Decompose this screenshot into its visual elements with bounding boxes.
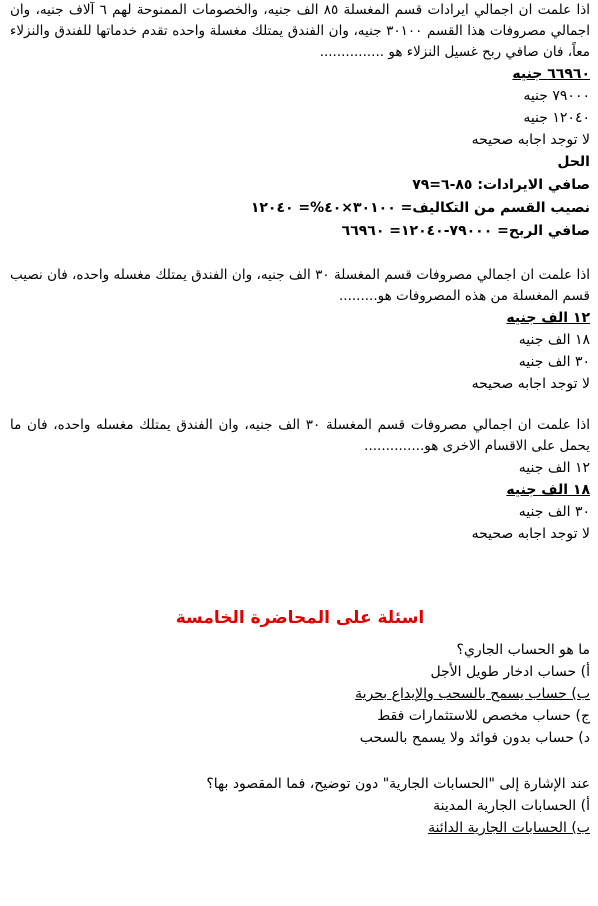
question-1-option-3: ١٢٠٤٠ جنيه bbox=[523, 110, 590, 126]
section-heading: اسئلة على المحاضرة الخامسة bbox=[175, 608, 425, 628]
question-3-option-4: لا توجد اجابه صحيحه bbox=[471, 526, 590, 542]
question-1-option-1-correct: ٦٦٩٦٠ جنيه bbox=[512, 66, 590, 82]
question-3-options bbox=[10, 457, 590, 545]
solution-line-1: صافي الايرادات: ٨٥-٦=٧٩ bbox=[412, 177, 590, 193]
solution-label: الحل bbox=[557, 154, 590, 170]
question-5-option-b-correct: ب) الحسابات الجارية الدائنة bbox=[428, 820, 590, 836]
question-1-text: اذا علمت ان اجمالي ايرادات قسم المغسلة ٨٥ الف جنيه، والخصومات الممنوحة لهم ٦ آلاف جنيه، وان اجمالي مصروفات هذا القسم ٣٠١٠٠ جنيه، وان الفندق يمتلك مغسلة واحده تقدم خدماتها للفندق والنزلاء معاً، فان صافي ربح غسيل النزلاء هو ............... bbox=[10, 2, 590, 60]
question-4-option-a: أ) حساب ادخار طويل الأجل bbox=[430, 664, 590, 680]
question-2-options bbox=[10, 307, 590, 395]
question-5-text: عند الإشارة إلى "الحسابات الجارية" دون توضيح، فما المقصود بها؟ bbox=[206, 776, 590, 792]
question-4-text: ما هو الحساب الجاري؟ bbox=[456, 642, 590, 658]
question-2-option-2: ١٨ الف جنيه bbox=[518, 332, 590, 348]
question-1-option-2: ٧٩٠٠٠ جنيه bbox=[523, 88, 590, 104]
question-1-options bbox=[10, 63, 590, 151]
question-3-option-2-correct: ١٨ الف جنيه bbox=[506, 482, 590, 498]
question-2-option-1-correct: ١٢ الف جنيه bbox=[506, 310, 590, 326]
solution-line-2: نصيب القسم من التكاليف= ٣٠١٠٠×٤٠%= ١٢٠٤٠ bbox=[250, 200, 590, 216]
question-3-option-1: ١٢ الف جنيه bbox=[518, 460, 590, 476]
question-4-option-d: د) حساب بدون فوائد ولا يسمح بالسحب bbox=[359, 730, 590, 746]
question-4-options bbox=[10, 661, 590, 749]
question-3-option-3: ٣٠ الف جنيه bbox=[518, 504, 590, 520]
question-5-option-a: أ) الحسابات الجارية المدينة bbox=[433, 798, 590, 814]
question-2-option-4: لا توجد اجابه صحيحه bbox=[471, 376, 590, 392]
question-2-text: اذا علمت ان اجمالي مصروفات قسم المغسلة ٣٠ الف جنيه، وان الفندق يمتلك مغسله واحده، فان نصيب قسم المغسلة من هذه المصروفات هو......... bbox=[10, 267, 590, 304]
question-5-options bbox=[10, 795, 590, 839]
question-4-option-b-correct: ب) حساب يسمح بالسحب والإيداع بحرية bbox=[355, 686, 590, 702]
question-2-option-3: ٣٠ الف جنيه bbox=[518, 354, 590, 370]
solution-line-3: صافي الربح= ٧٩٠٠٠-١٢٠٤٠= ٦٦٩٦٠ bbox=[341, 223, 590, 239]
question-3-text: اذا علمت ان اجمالي مصروفات قسم المغسلة ٣٠ الف جنيه، وان الفندق يمتلك مغسله واحده، فان ما يحمل على الاقسام الاخرى هو.............. bbox=[10, 417, 590, 454]
question-1-solution bbox=[10, 151, 590, 243]
question-4-option-c: ج) حساب مخصص للاستثمارات فقط bbox=[377, 708, 590, 724]
question-1-option-4: لا توجد اجابه صحيحه bbox=[471, 132, 590, 148]
